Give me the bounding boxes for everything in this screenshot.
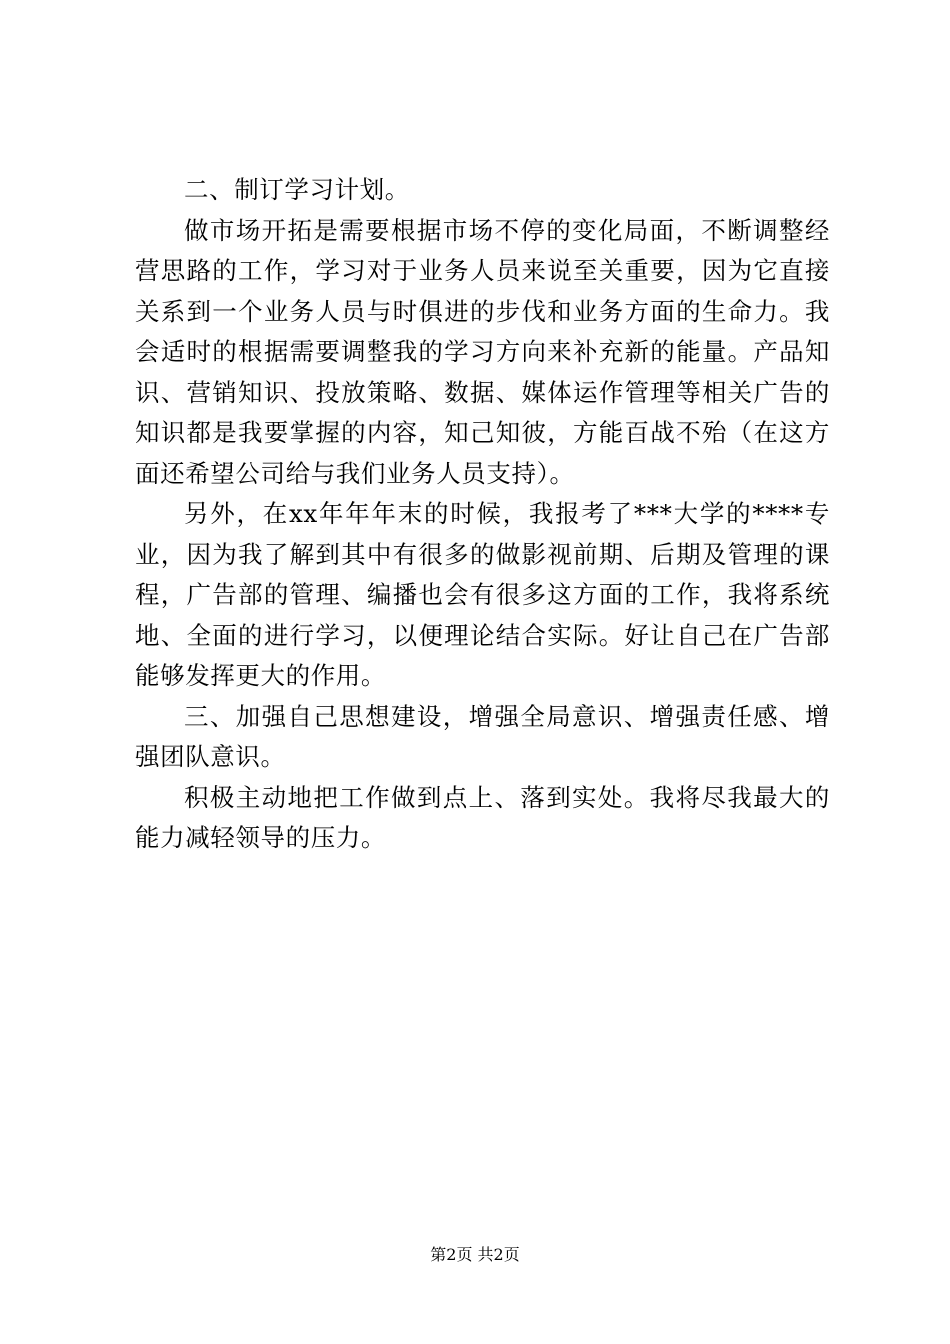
- section-heading-study-plan: 二、制订学习计划。: [184, 175, 410, 204]
- paragraph-closing: 积极主动地把工作做到点上、落到实处。我将尽我最大的能力减轻领导的压力。: [135, 782, 830, 852]
- section-heading-thought-building: 三、加强自己思想建设，增强全局意识、增强责任感、增强团队意识。: [135, 701, 830, 771]
- page-number: 第2页: [430, 1245, 473, 1264]
- document-body: [135, 170, 830, 859]
- page-total: 共2页: [477, 1245, 520, 1264]
- paragraph-market-learning: 做市场开拓是需要根据市场不停的变化局面，不断调整经营思路的工作，学习对于业务人员来说至关重要，因为它直接关系到一个业务人员与时俱进的步伐和业务方面的生命力。我会适时的根据需要调整我的学习方向来补充新的能量。产品知识、营销知识、投放策略、数据、媒体运作管理等相关广告的知识都是我要掌握的内容，知己知彼，方能百战不殆（在这方面还希望公司给与我们业务人员支持）。: [135, 215, 830, 488]
- page-footer: [0, 1244, 950, 1266]
- paragraph-university-study: 另外，在xx年年年末的时候，我报考了***大学的****专业，因为我了解到其中有很多的做影视前期、后期及管理的课程，广告部的管理、编播也会有很多这方面的工作，我将系统地、全面的进行学习，以便理论结合实际。好让自己在广告部能够发挥更大的作用。: [135, 499, 830, 690]
